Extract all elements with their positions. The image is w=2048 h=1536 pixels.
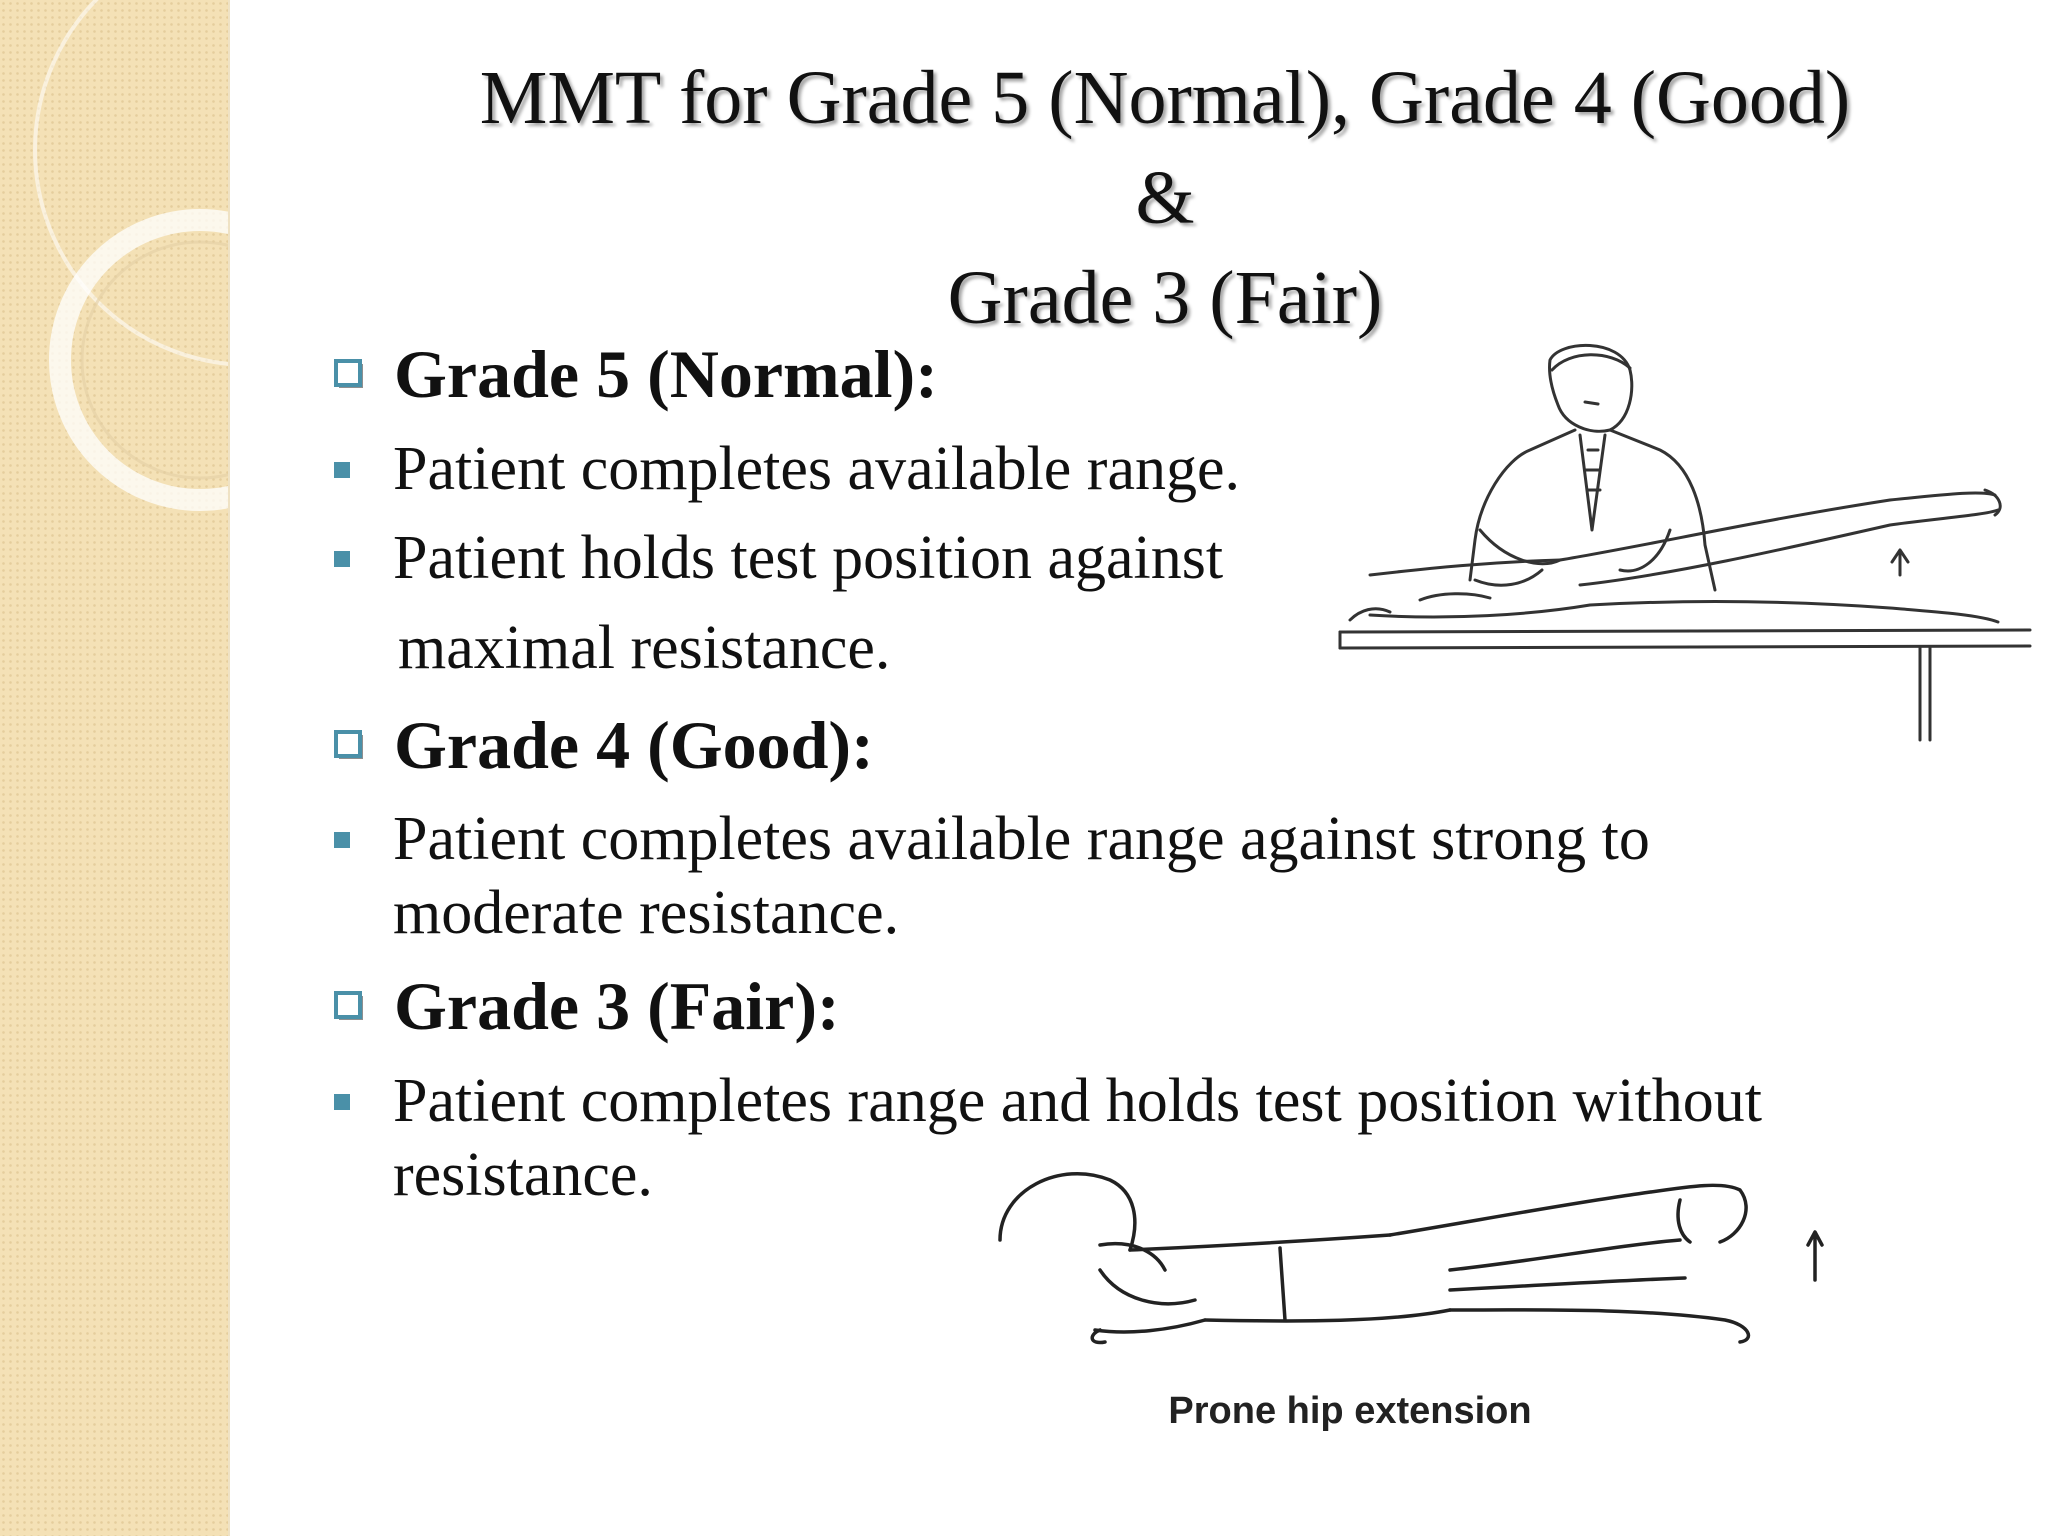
title-line-1: MMT for Grade 5 (Normal), Grade 4 (Good)	[479, 56, 1851, 140]
grade5-bullet-1: Patient completes available range.	[334, 432, 1240, 506]
checkbox-bullet-icon	[334, 991, 366, 1023]
decorative-rings	[0, 0, 228, 1536]
prone-figure-caption: Prone hip extension	[1168, 1390, 1532, 1432]
side-panel-decoration	[0, 0, 230, 1536]
prone-hip-extension-illustration	[980, 1150, 1830, 1380]
square-bullet-icon	[334, 551, 350, 567]
checkbox-bullet-icon	[334, 730, 366, 762]
grade5-bullet-2: Patient holds test position against maximal resistance.	[334, 521, 1223, 685]
grade4-heading: Grade 4 (Good):	[336, 705, 874, 785]
grade3-heading: Grade 3 (Fair):	[336, 966, 840, 1046]
title-line-3: Grade 3 (Fair)	[947, 256, 1383, 340]
checkbox-bullet-icon	[334, 359, 366, 391]
title-line-2: &	[1135, 156, 1195, 240]
square-bullet-icon	[334, 1094, 350, 1110]
grade4-bullet-1: Patient completes available range against strong to moderate resistance.	[334, 802, 1650, 950]
side-lying-hip-abduction-illustration	[1330, 330, 2040, 750]
square-bullet-icon	[334, 832, 350, 848]
square-bullet-icon	[334, 462, 350, 478]
grade3-bullet-1: Patient completes range and holds test position without resistance.	[334, 1064, 1762, 1212]
slide-title	[330, 48, 2000, 348]
grade5-heading: Grade 5 (Normal):	[336, 334, 938, 414]
